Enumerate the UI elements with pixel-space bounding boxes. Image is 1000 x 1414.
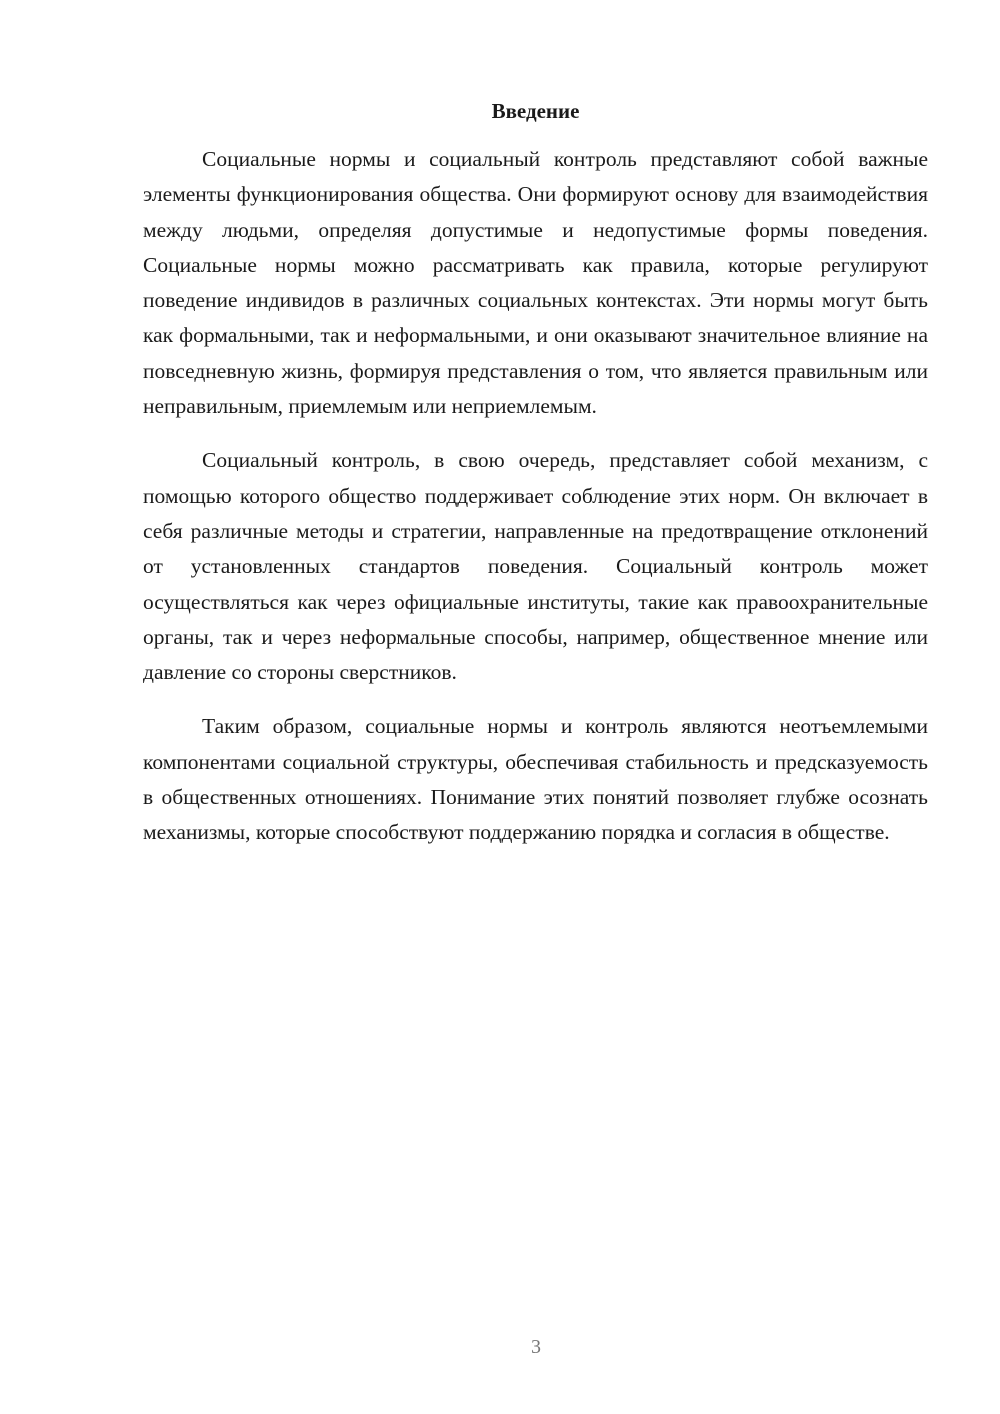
paragraph-3: Таким образом, социальные нормы и контроль являются неотъемлемыми компонентами социальной структуры, обеспечивая стабильность и предсказуемость в общественных отношениях. Понимание этих понятий позволяет глубже осознать механизмы, которые способствуют поддержанию порядка и согласия в обществе.	[143, 714, 928, 845]
body-text	[143, 142, 928, 870]
section-heading: Введение	[491, 99, 580, 123]
paragraph-1: Социальные нормы и социальный контроль представляют собой важные элементы функционирования общества. Они формируют основу для взаимодействия между людьми, определяя допустимые и недопустимые формы поведения. Социальные нормы можно рассматривать как правила, которые регулируют поведение индивидов в различных социальных контекстах. Эти нормы могут быть как формальными, так и неформальными, и они оказывают значительное влияние на повседневную жизнь, формируя представления о том, что является правильным или неправильным, приемлемым или неприемлемым.	[143, 147, 928, 419]
paragraph-2: Социальный контроль, в свою очередь, представляет собой механизм, с помощью которого общество поддерживает соблюдение этих норм. Он включает в себя различные методы и стратегии, направленные на предотвращение отклонений от установленных стандартов поведения. Социальный контроль может осуществляться как через официальные институты, такие как правоохранительные органы, так и через неформальные способы, например, общественное мнение или давление со стороны сверстников.	[143, 448, 928, 685]
page-number: 3	[531, 1336, 541, 1358]
